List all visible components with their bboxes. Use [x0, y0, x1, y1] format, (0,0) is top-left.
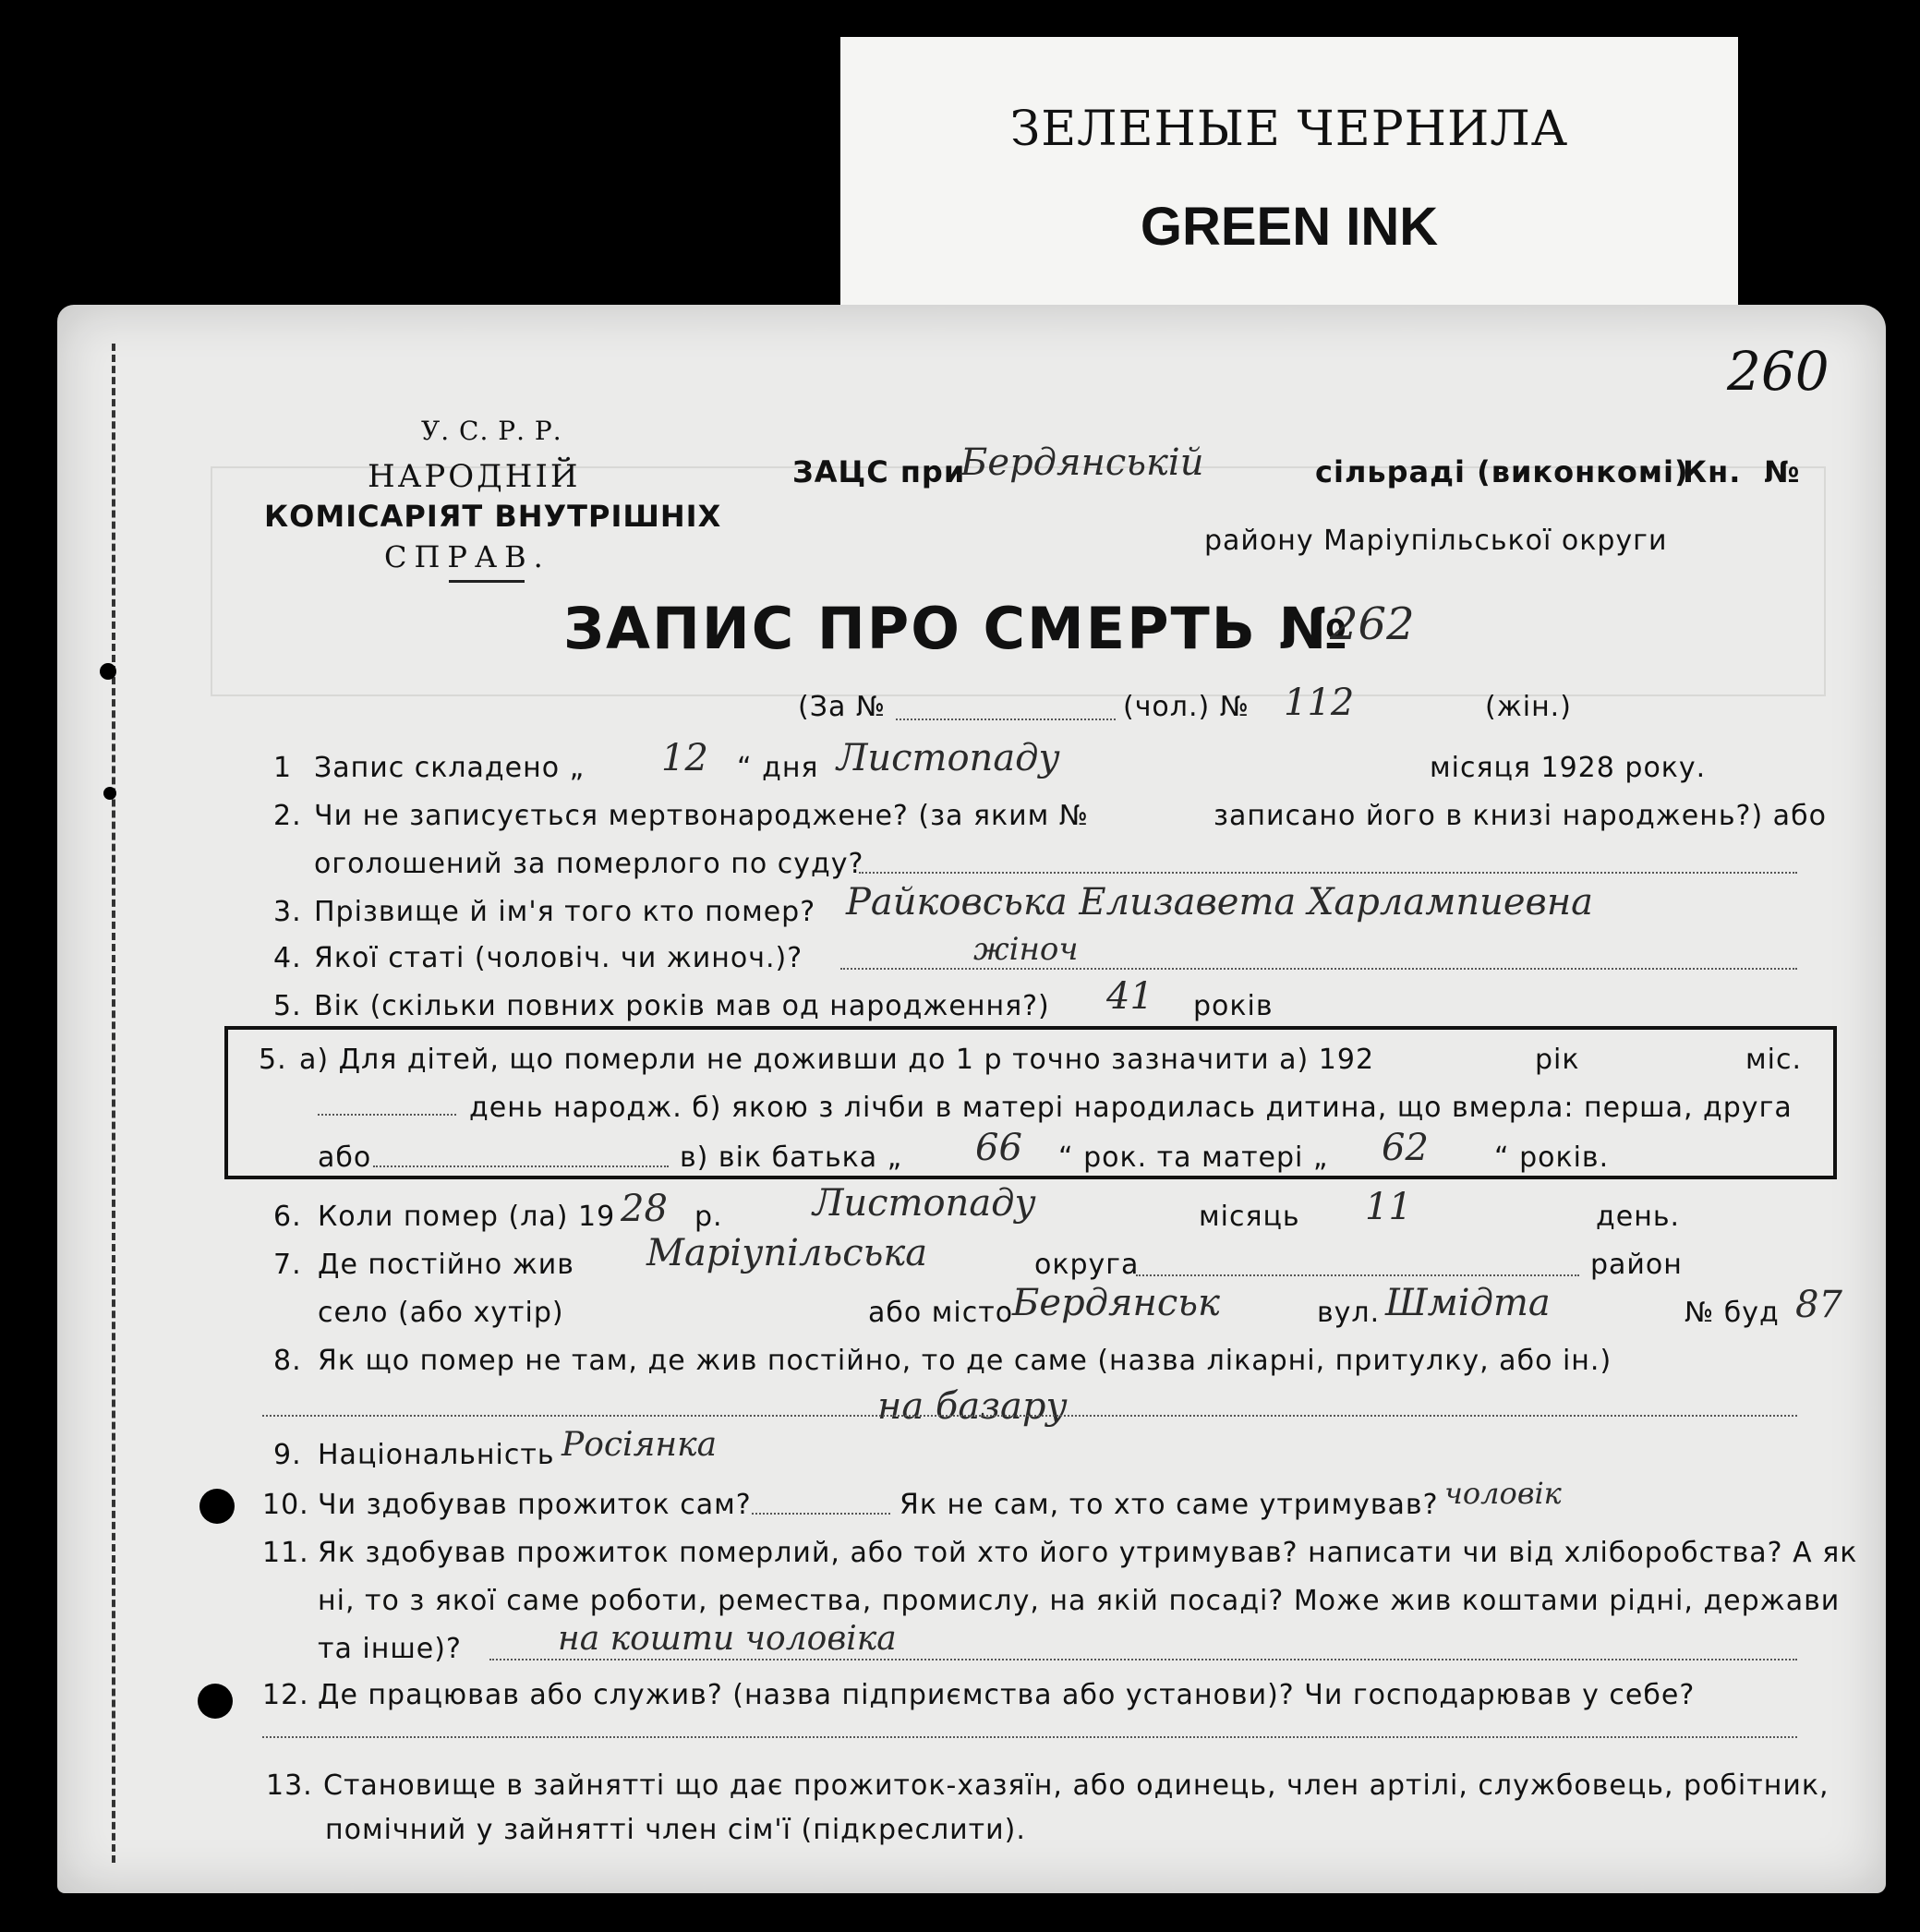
zags-prefix: ЗАЦС при	[792, 454, 966, 489]
q5a-father-age: 66	[975, 1127, 1022, 1169]
q10-num: 10.	[262, 1489, 309, 1521]
ink-label-card	[840, 37, 1738, 312]
q8-num: 8.	[273, 1345, 302, 1377]
q9-num: 9.	[273, 1439, 302, 1471]
q5a-line2: день народж. б) якою з лічби в матері народилась дитина, що вмерла: перша, друга	[469, 1092, 1793, 1124]
ink-label-en: GREEN INK	[1140, 197, 1439, 257]
q7-vul-value: Шмідта	[1385, 1282, 1551, 1324]
za-prefix: (За №	[798, 691, 887, 723]
q5-suffix: років	[1193, 990, 1274, 1022]
punch-hole	[199, 1489, 235, 1524]
q7-selo: село (або хутір)	[318, 1297, 564, 1329]
blank-line	[373, 1165, 669, 1167]
q5a-father: в) вік батька „	[680, 1141, 903, 1174]
blank-line	[840, 968, 1797, 970]
q7-misto: або місто	[868, 1297, 1014, 1329]
q6-r: р.	[694, 1201, 723, 1233]
q4-num: 4.	[273, 942, 302, 974]
page-number: 260	[1727, 340, 1829, 403]
q5a-mis: міс.	[1745, 1044, 1802, 1076]
q6-month-label: місяць	[1199, 1201, 1300, 1233]
q1-month: Листопаду	[837, 737, 1060, 779]
q6-month: Листопаду	[813, 1182, 1036, 1225]
q6-text: Коли помер (ла) 19	[318, 1201, 616, 1233]
q5a-line1: а) Для дітей, що померли не доживши до 1 р точно зазначити а) 192	[299, 1044, 1375, 1076]
q1-day: 12	[661, 737, 708, 779]
q1-suffix: місяця 1928 року.	[1430, 752, 1707, 784]
q5a-abo: або	[318, 1141, 372, 1174]
q4-answer: жiноч	[973, 931, 1079, 968]
q2-line2: оголошений за померлого по суду?	[314, 848, 864, 880]
za-zhin: (жін.)	[1485, 691, 1572, 723]
q3-text: Прізвище й ім'я того кто помер?	[314, 896, 816, 928]
q8-answer: на базару	[877, 1385, 1068, 1428]
blank-line	[262, 1415, 1797, 1417]
q1-text: Запис складено „	[314, 752, 586, 784]
ink-label-ru: ЗЕЛЕНЫЕ ЧЕРНИЛА	[1009, 102, 1569, 157]
q6-year: 28	[621, 1188, 668, 1230]
q7-okruga-value: Маріупільська	[646, 1232, 928, 1274]
q5a-mother-age: 62	[1382, 1127, 1429, 1169]
q9-text: Національність	[318, 1439, 555, 1471]
q2-num: 2.	[273, 800, 302, 832]
q6-num: 6.	[273, 1201, 302, 1233]
q11-line1: Як здобував прожиток померлий, або той хто його утримував? написати чи від хліборобства? А як	[318, 1537, 1858, 1569]
region-line: району Маріупільської округи	[1204, 525, 1668, 557]
blank-line	[318, 1114, 456, 1116]
q5a-num: 5.	[259, 1044, 287, 1076]
q5a-mother: “ рок. та матері „	[1058, 1141, 1329, 1174]
perforation-line	[112, 344, 115, 1863]
q3-answer: Райковська Елизавета Харлампиевна	[846, 881, 1594, 924]
q11-answer: на кошти чоловіка	[558, 1620, 897, 1658]
q1-day-suffix: “ дня	[737, 752, 819, 784]
ministry-line1: НАРОДНІЙ	[368, 458, 581, 495]
record-number: 262	[1330, 598, 1415, 650]
q7-vul: вул.	[1317, 1297, 1381, 1329]
q7-misto-value: Бердянськ	[1012, 1282, 1220, 1324]
blank-line	[752, 1513, 890, 1515]
book-number-label: №	[1764, 454, 1801, 489]
blank-line	[1136, 1274, 1579, 1276]
za-chol-value: 112	[1284, 682, 1355, 724]
blank-line	[489, 1659, 1797, 1660]
q5-text: Вік (скільки повних років мав од народження?)	[314, 990, 1050, 1022]
punch-hole	[100, 663, 116, 680]
zags-handwritten: Бердянськiй	[960, 441, 1204, 484]
q7-raion: район	[1590, 1249, 1683, 1281]
q7-num: 7.	[273, 1249, 302, 1281]
zags-suffix: сільраді (виконкомі)	[1315, 454, 1689, 489]
q5a-rik: рік	[1535, 1044, 1580, 1076]
q5-num: 5.	[273, 990, 302, 1022]
q4-text: Якої статі (чоловіч. чи жиноч.)?	[314, 942, 803, 974]
blank-line	[859, 872, 1797, 874]
punch-hole	[198, 1684, 233, 1719]
q11-line3: та інше)?	[318, 1633, 462, 1665]
q2-text: Чи не записується мертвонароджене? (за яким №	[314, 800, 1090, 832]
q13-num: 13.	[266, 1769, 313, 1802]
q7-bud: № буд	[1685, 1297, 1780, 1329]
blank-line	[262, 1736, 1797, 1738]
blank-line	[896, 718, 1116, 720]
za-chol: (чол.) №	[1123, 691, 1250, 723]
q7-bud-value: 87	[1795, 1284, 1842, 1326]
q11-line2: ні, то з якої саме роботи, ремества, промислу, на якій посаді? Може жив коштами рідні, держави	[318, 1585, 1841, 1617]
q3-num: 3.	[273, 896, 302, 928]
q7-okruga: округа	[1034, 1249, 1140, 1281]
q1-num: 1	[273, 752, 293, 784]
q5a-years: “ років.	[1494, 1141, 1610, 1174]
book-label: Кн.	[1683, 454, 1742, 489]
q12-num: 12.	[262, 1679, 309, 1711]
q12-text: Де працював або служив? (назва підприємства або установи)? Чи господарював у себе?	[318, 1679, 1696, 1711]
q7-text: Де постійно жив	[318, 1249, 574, 1281]
ministry-line3: СПРАВ.	[384, 539, 550, 574]
q6-day-label: день.	[1596, 1201, 1681, 1233]
ussr-label: У. С. Р. Р.	[421, 416, 562, 446]
q10-answer: чоловік	[1444, 1476, 1562, 1511]
record-title: ЗАПИС ПРО СМЕРТЬ №	[563, 595, 1350, 662]
punch-hole	[103, 787, 116, 800]
q13-line1: Становище в зайнятті що дає прожиток-хазяїн, або одинець, член артілі, службовець, робітник,	[323, 1769, 1829, 1802]
q10-text: Чи здобував прожиток сам?	[318, 1489, 752, 1521]
ministry-line2: КОМІСАРІЯТ ВНУТРІШНІХ	[264, 499, 722, 534]
q2-text2: записано його в книзі народжень?) або	[1214, 800, 1827, 832]
q10-text2: Як не сам, то хто саме утримував?	[900, 1489, 1439, 1521]
q8-text: Як що помер не там, де жив постійно, то де саме (назва лікарні, притулку, або ін.)	[318, 1345, 1612, 1377]
q5-answer: 41	[1106, 975, 1153, 1018]
q9-answer: Росіянка	[562, 1426, 718, 1464]
q13-line2: помічний у зайнятті член сім'ї (підкреслити).	[325, 1814, 1026, 1846]
header-rule	[449, 580, 525, 583]
q11-num: 11.	[262, 1537, 309, 1569]
q6-day: 11	[1365, 1186, 1412, 1228]
